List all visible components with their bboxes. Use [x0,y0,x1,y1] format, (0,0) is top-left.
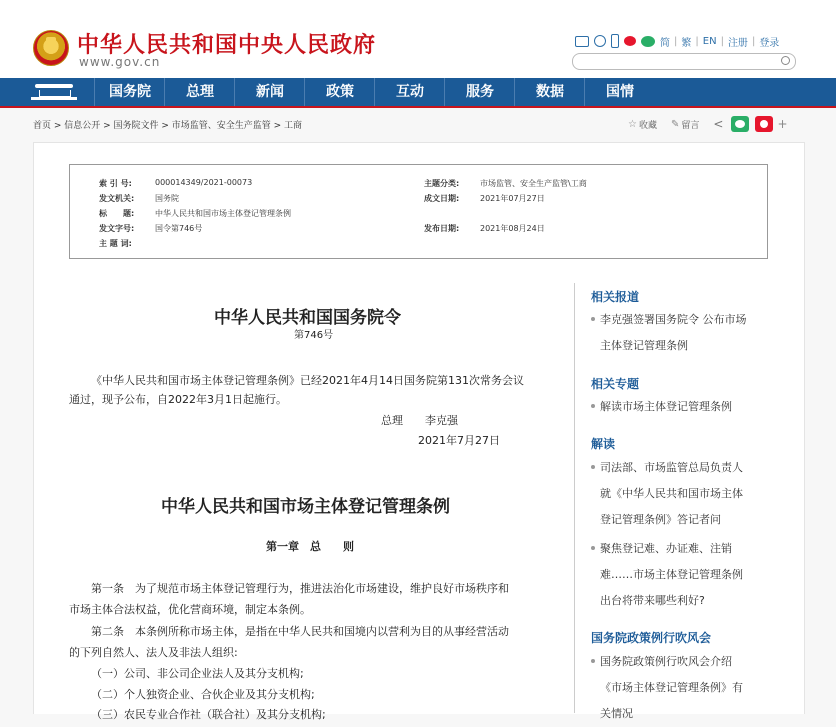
top-links [575,33,779,49]
sidebar-link-topic[interactable]: 解读市场主体登记管理条例 [591,394,732,420]
sidebar-heading-briefing: 国务院政策例行吹风会 [591,631,712,645]
wechat-icon[interactable] [641,36,655,47]
list-item: （一）公司、非公司企业法人及其分支机构; [91,667,304,680]
paragraph-line: 第一条 为了规范市场主体登记管理行为，推进法治化市场建设，维护良好市场秩序和 [91,582,509,595]
nav-item-policy[interactable]: 政策 [304,78,375,106]
paragraph-line: 《中华人民共和国市场主体登记管理条例》已经2021年4月14日国务院第131次常务会议 [91,374,524,387]
nav-item-interaction[interactable]: 互动 [374,78,445,106]
meta-row-category: 主题分类: 市场监管、安全生产监管\工商 [424,179,587,188]
meta-docno-value: 国令第746号 [155,224,203,233]
meta-row-published-date: 发布日期: 2021年08月24日 [424,224,545,233]
bullet-icon [591,659,595,663]
list-item: （二）个人独资企业、合伙企业及其分支机构; [91,688,315,701]
sidebar-divider [574,283,575,713]
sidebar-link-briefing[interactable]: 国务院政策例行吹风会介绍 《市场主体登记管理条例》有 关情况 [591,649,743,727]
meta-row-docno: 发文字号: 国令第746号 [99,224,203,233]
divider: | [751,35,756,47]
site-header [0,0,836,78]
weibo-share-icon[interactable] [755,116,773,132]
divider: | [720,35,724,47]
meta-row-index: 索 引 号: 000014349/2021-00073 [99,178,253,188]
order-number: 第746号 [294,330,334,341]
divider: | [674,35,678,47]
share-icon[interactable]: < [713,117,724,131]
site-title[interactable]: 中华人民共和国中央人民政府 [77,33,377,58]
document-meta-table [69,164,768,259]
more-share-icon[interactable]: + [777,117,788,131]
bullet-icon [591,317,595,321]
sidebar-heading-interpret: 解读 [591,437,616,451]
link-login[interactable]: 登录 [759,37,780,49]
comment-button[interactable]: ✎ 留言 [670,118,700,131]
paragraph-line: 通过，现予公布，自2022年3月1日起施行。 [69,393,287,406]
order-title: 中华人民共和国国务院令 [214,308,401,328]
meta-published-value: 2021年08月24日 [480,224,545,233]
bullet-icon [591,404,595,408]
chapter-heading: 第一章 总 则 [266,540,354,553]
sidebar-heading-related-topic: 相关专题 [591,377,640,391]
nav-item-premier[interactable]: 总理 [164,78,235,106]
meta-agency-value: 国务院 [155,194,179,203]
pencil-icon: ✎ [670,118,680,130]
mobile-icon[interactable] [611,34,619,48]
nav-item-state-council[interactable]: 国务院 [94,78,165,106]
link-simplified[interactable]: 简 [660,37,670,49]
divider: | [695,35,699,47]
meta-row-keywords: 主 题 词: [99,239,132,248]
sign-date: 2021年7月27日 [418,434,500,447]
paragraph-line: 第二条 本条例所称市场主体，是指在中华人民共和国境内以营利为目的从事经营活动 [91,625,509,638]
nav-item-news[interactable]: 新闻 [234,78,305,106]
favorite-button[interactable]: ☆ 收藏 [628,118,657,131]
signer: 总理 李克强 [381,414,458,427]
meta-row-written-date: 成文日期: 2021年07月27日 [424,194,545,203]
paragraph-line: 的下列自然人、法人及非法人组织: [69,646,238,659]
link-english[interactable]: EN [702,35,717,47]
sidebar-link-interpret-1[interactable]: 司法部、市场监管总局负责人 就《中华人民共和国市场主体 登记管理条例》答记者问 [591,455,743,533]
site-url: www.gov.cn [79,55,161,69]
star-icon: ☆ [628,118,637,130]
bullet-icon [591,465,595,469]
mail-icon[interactable] [575,36,589,47]
home-icon[interactable] [31,84,77,100]
sidebar-link-interpret-2[interactable]: 聚焦登记难、办证难、注销 难……市场主体登记管理条例 出台将带来哪些利好? [591,536,743,614]
search-icon[interactable] [781,56,790,65]
breadcrumb[interactable]: 首页 > 信息公开 > 国务院文件 > 市场监管、安全生产监管 > 工商 [33,121,303,131]
main-nav [0,78,836,108]
meta-title-value: 中华人民共和国市场主体登记管理条例 [155,209,291,218]
weibo-icon[interactable] [624,36,636,46]
national-emblem-icon[interactable] [33,30,69,66]
nav-item-data[interactable]: 数据 [514,78,585,106]
bullet-icon [591,546,595,550]
meta-written-value: 2021年07月27日 [480,194,545,203]
meta-row-agency: 发文机关: 国务院 [99,194,179,203]
sidebar-heading-related-report: 相关报道 [591,290,640,304]
sidebar-link-report[interactable]: 李克强签署国务院令 公布市场 主体登记管理条例 [591,307,747,359]
wechat-share-icon[interactable] [731,116,749,132]
paragraph-line: 市场主体合法权益，优化营商环境，制定本条例。 [69,603,311,616]
meta-row-title: 标 题: 中华人民共和国市场主体登记管理条例 [99,209,291,218]
message-icon[interactable] [594,35,606,47]
meta-index-value: 000014349/2021-00073 [155,178,253,187]
nav-item-services[interactable]: 服务 [444,78,515,106]
search-input[interactable] [572,53,796,70]
nav-item-national-info[interactable]: 国情 [584,78,655,106]
list-item: （三）农民专业合作社（联合社）及其分支机构; [91,708,326,721]
article-tools [628,115,788,133]
meta-category-value: 市场监管、安全生产监管\工商 [480,179,587,188]
link-register[interactable]: 注册 [727,37,748,49]
link-traditional[interactable]: 繁 [681,37,692,49]
regulation-title: 中华人民共和国市场主体登记管理条例 [161,497,450,517]
